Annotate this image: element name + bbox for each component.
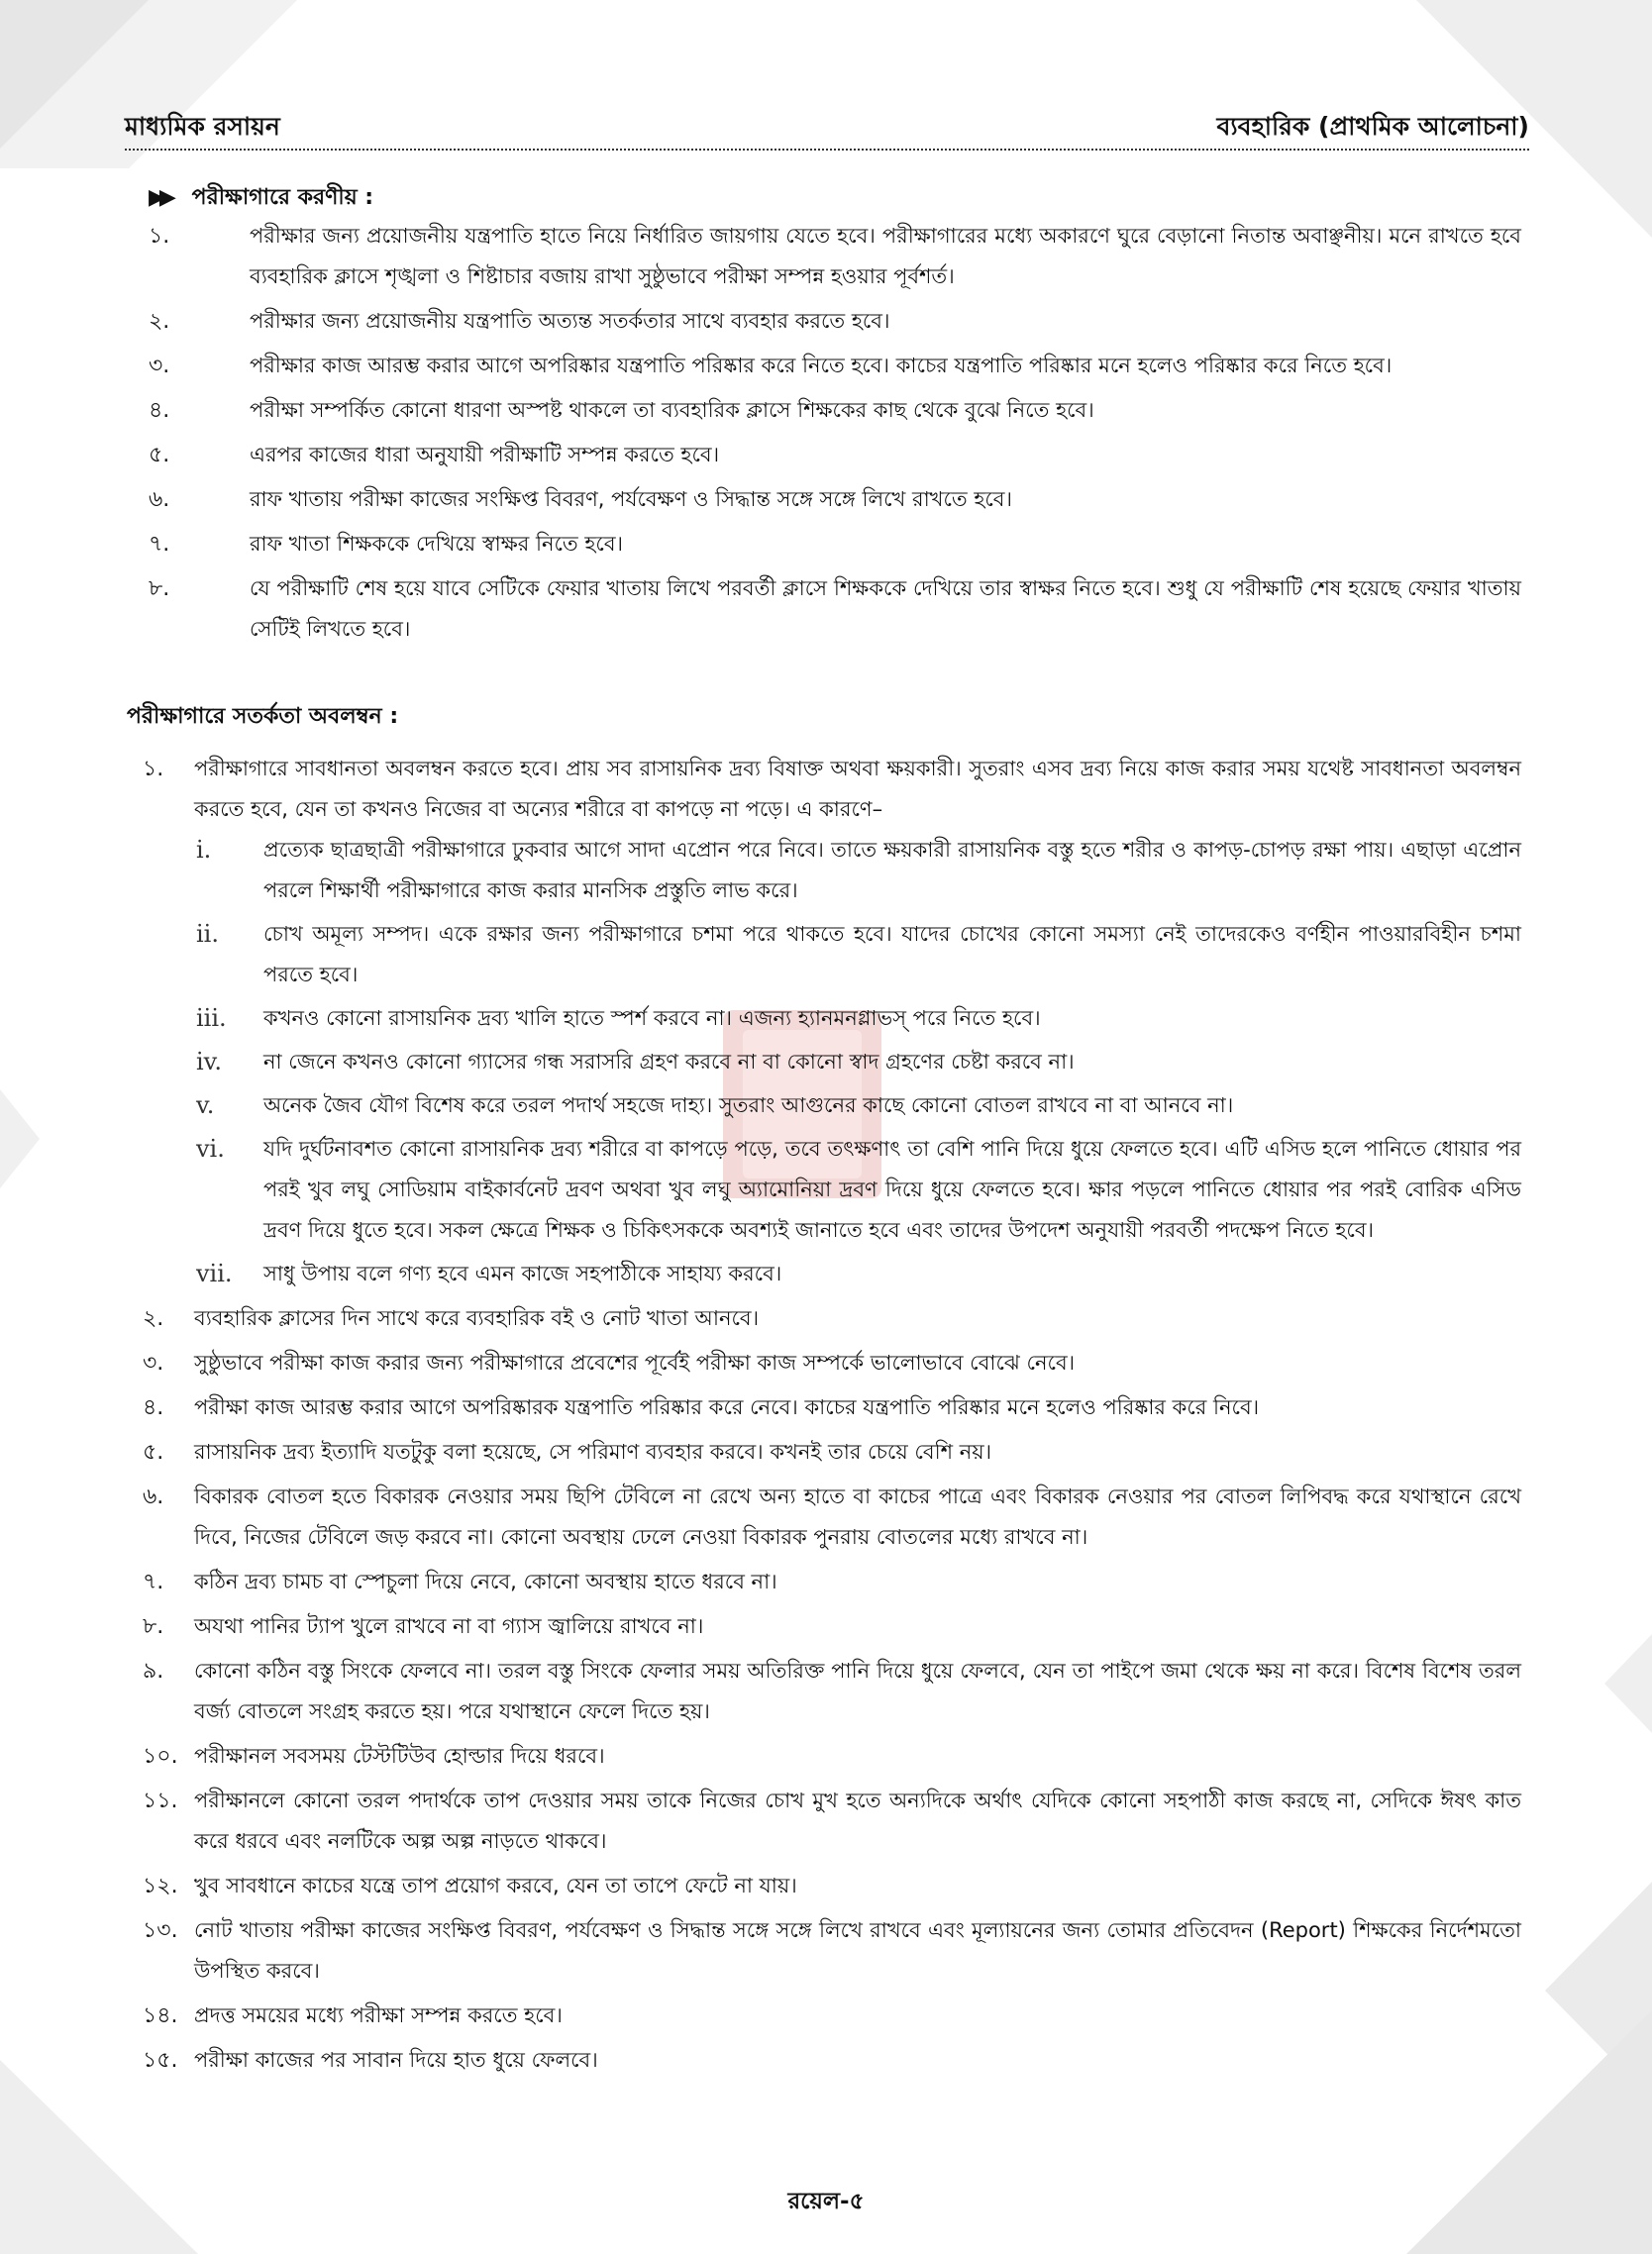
list-item xyxy=(127,1866,1521,1906)
list-item xyxy=(127,1432,1521,1473)
item-text: যে পরীক্ষাটি শেষ হয়ে যাবে সেটিকে ফেয়ার খাতায় লিখে পরবর্তী ক্লাসে শিক্ষককে দেখিয়ে তার স্বাক্ষর নিতে হবে। শুধু যে পরীক্ষাটি শেষ হয়েছে ফেয়ার খাতায় সেটিই লিখতে হবে। xyxy=(250,576,1521,641)
item-text: রাফ খাতা শিক্ষককে দেখিয়ে স্বাক্ষর নিতে হবে। xyxy=(250,532,624,556)
item-text: পরীক্ষা সম্পর্কিত কোনো ধারণা অস্পষ্ট থাকলে তা ব্যবহারিক ক্লাসে শিক্ষকের কাছ থেকে বুঝে নিতে হবে। xyxy=(250,398,1094,422)
sub-list-item xyxy=(127,1085,1521,1126)
sub-item-text: না জেনে কখনও কোনো গ্যাসের গন্ধ সরাসরি গ্রহণ করবে না বা কোনো স্বাদ গ্রহণের চেষ্টা করবে না। xyxy=(263,1050,1075,1074)
list-item xyxy=(127,1736,1521,1777)
item-text: নোট খাতায় পরীক্ষা কাজের সংক্ষিপ্ত বিবরণ, পর্যবেক্ষণ ও সিদ্ধান্ত সঙ্গে সঙ্গে লিখে রাখবে এবং মূল্যায়নের জন্য তোমার প্রতিবেদন (Report) শিক্ষকের নির্দেশমতো উপস্থিত করবে। xyxy=(194,1918,1521,1983)
item-text: বিকারক বোতল হতে বিকারক নেওয়ার সময় ছিপি টেবিলে না রেখে অন্য হাতে বা কাচের পাত্রে এবং বিকারক নেওয়ার পর বোতল লিপিবদ্ধ করে যথাস্থানে রেখে দিবে, নিজের টেবিলে জড় করবে না। কোনো অবস্থায় ঢেলে নেওয়া বিকারক পুনরায় বোতলের মধ্যে রাখবে না। xyxy=(194,1485,1521,1549)
sub-item-text: কখনও কোনো রাসায়নিক দ্রব্য খালি হাতে স্পর্শ করবে না। এজন্য হ্যানমনগ্লাভস্ পরে নিতে হবে। xyxy=(263,1006,1041,1030)
list-item xyxy=(127,1343,1521,1383)
item-text: পরীক্ষার জন্য প্রয়োজনীয় যন্ত্রপাতি হাতে নিয়ে নির্ধারিত জায়গায় যেতে হবে। পরীক্ষাগারের মধ্যে অকারণে ঘুরে বেড়ানো নিতান্ত অবাঞ্ছনীয়। মনে রাখতে হবে ব্যবহারিক ক্লাসে শৃঙ্খলা ও শিষ্টাচার বজায় রাখা সুষ্ঠুভাবে পরীক্ষা সম্পন্ন হওয়ার পূর্বশর্ত। xyxy=(250,224,1521,288)
section1-heading xyxy=(149,180,373,217)
item-text: প্রদত্ত সময়ের মধ্যে পরীক্ষা সম্পন্ন করতে হবে। xyxy=(194,2003,563,2027)
list-item xyxy=(127,1562,1521,1602)
item-number: ১. xyxy=(149,224,170,249)
item-number: ৭. xyxy=(143,1570,164,1594)
sub-list-item xyxy=(127,1254,1521,1294)
item-number: ১৫. xyxy=(143,2048,178,2073)
item-text: পরীক্ষা কাজ আরম্ভ করার আগে অপরিষ্কারক যন্ত্রপাতি পরিষ্কার করে নেবে। কাচের যন্ত্রপাতি পরিষ্কার মনে হলেও পরিষ্কার করে নিবে। xyxy=(194,1395,1260,1419)
list-item xyxy=(127,1996,1521,2036)
list-item xyxy=(127,1477,1521,1558)
roman-number: iv. xyxy=(196,1048,223,1076)
item-text: কোনো কঠিন বস্তু সিংকে ফেলবে না। তরল বস্তু সিংকে ফেলার সময় অতিরিক্ত পানি দিয়ে ধুয়ে ফেলবে, যেন তা পাইপে জমা থেকে ক্ষয় না করে। বিশেষ বিশেষ তরল বর্জ্য বোতলে সংগ্রহ করতে হয়। পরে যথাস্থানে ফেলে দিতে হয়। xyxy=(194,1659,1521,1723)
roman-number: ii. xyxy=(196,920,219,948)
list-item xyxy=(149,301,1521,342)
item-text: খুব সাবধানে কাচের যন্ত্রে তাপ প্রয়োগ করবে, যেন তা তাপে ফেটে না যায়। xyxy=(194,1874,797,1897)
roman-number: vi. xyxy=(196,1135,225,1163)
item-number: ১৩. xyxy=(143,1918,178,1943)
sub-item-text: প্রত্যেক ছাত্রছাত্রী পরীক্ষাগারে ঢুকবার আগে সাদা এপ্রোন পরে নিবে। তাতে ক্ষয়কারী রাসায়নিক বস্তু হতে শরীর ও কাপড়-চোপড় রক্ষা পায়। এছাড়া এপ্রোন পরলে শিক্ষার্থী পরীক্ষাগারে কাজ করার মানসিক প্রস্তুতি লাভ করে। xyxy=(263,838,1521,902)
item-number: ১. xyxy=(143,757,164,781)
item-number: ৩. xyxy=(149,354,170,378)
roman-number: v. xyxy=(196,1091,215,1119)
item-number: ৭. xyxy=(149,532,170,557)
sub-item-text: সাধু উপায় বলে গণ্য হবে এমন কাজে সহপাঠীকে সাহায্য করবে। xyxy=(263,1262,782,1285)
item-text: পরীক্ষানল সবসময় টেস্টটিউব হোল্ডার দিয়ে ধরবে। xyxy=(194,1744,605,1768)
list-item xyxy=(127,1606,1521,1647)
list-item xyxy=(127,1387,1521,1428)
list-item xyxy=(149,568,1521,650)
sub-list-item xyxy=(127,998,1521,1039)
item-number: ২. xyxy=(149,309,170,334)
item-text: রাফ খাতায় পরীক্ষা কাজের সংক্ষিপ্ত বিবরণ, পর্যবেক্ষণ ও সিদ্ধান্ত সঙ্গে সঙ্গে লিখে রাখতে হবে। xyxy=(250,487,1012,511)
item-number: ৮. xyxy=(143,1614,164,1639)
list-item xyxy=(149,479,1521,520)
item-number: ৩. xyxy=(143,1351,164,1376)
sub-item-text: যদি দুর্ঘটনাবশত কোনো রাসায়নিক দ্রব্য শরীরে বা কাপড়ে পড়ে, তবে তৎক্ষণাৎ তা বেশি পানি দিয়ে ধুয়ে ফেলতে হবে। এটি এসিড হলে পানিতে ধোয়ার পর পরই খুব লঘু সোডিয়াম বাইকার্বনেট দ্রবণ অথবা খুব লঘু অ্যামোনিয়া দ্রবণ দিয়ে ধুয়ে ফেলতে হবে। ক্ষার পড়লে পানিতে ধোয়ার পর পরই বোরিক এসিড দ্রবণ দিয়ে ধুতে হবে। সকল ক্ষেত্রে শিক্ষক ও চিকিৎসককে অবশ্যই জানাতে হবে এবং তাদের উপদেশ অনুযায়ী পরবর্তী পদক্ষেপ নিতে হবে। xyxy=(263,1137,1521,1242)
sub-item-text: চোখ অমূল্য সম্পদ। একে রক্ষার জন্য পরীক্ষাগারে চশমা পরে থাকতে হবে। যাদের চোখের কোনো সমস্যা নেই তাদেরকেও বর্ণহীন পাওয়ারবিহীন চশমা পরতে হবে। xyxy=(263,922,1521,986)
sub-list-item xyxy=(127,1042,1521,1082)
item-text: অযথা পানির ট্যাপ খুলে রাখবে না বা গ্যাস জ্বালিয়ে রাখবে না। xyxy=(194,1614,704,1638)
chapter-title: ব্যবহারিক (প্রাথমিক আলোচনা) xyxy=(1216,112,1529,141)
item-number: ১২. xyxy=(143,1874,178,1898)
item-number: ১০. xyxy=(143,1744,178,1769)
item-number: ৯. xyxy=(143,1659,164,1684)
section2-title: পরীক্ষাগারে সতর্কতা অবলম্বন : xyxy=(127,704,399,729)
roman-number: iii. xyxy=(196,1004,227,1032)
book-title: মাধ্যমিক রসায়ন xyxy=(125,112,280,141)
list-item xyxy=(127,1910,1521,1992)
item-text: পরীক্ষার জন্য প্রয়োজনীয় যন্ত্রপাতি অত্যন্ত সতর্কতার সাথে ব্যবহার করতে হবে। xyxy=(250,309,890,333)
list-item xyxy=(149,346,1521,386)
list-item xyxy=(149,435,1521,475)
list-item xyxy=(127,2040,1521,2081)
list-item xyxy=(149,216,1521,297)
item-text: পরীক্ষা কাজের পর সাবান দিয়ে হাত ধুয়ে ফেলবে। xyxy=(194,2048,598,2072)
sub-list-item xyxy=(127,1129,1521,1251)
item-number: ১১. xyxy=(143,1789,178,1813)
page-header xyxy=(125,103,1529,151)
section1-title: পরীক্ষাগারে করণীয় : xyxy=(191,185,374,210)
item-number: ১৪. xyxy=(143,2003,178,2028)
list-item xyxy=(127,749,1521,1294)
roman-number: vii. xyxy=(196,1260,233,1287)
list-item xyxy=(149,524,1521,564)
item-number: ৮. xyxy=(149,576,170,601)
roman-number: i. xyxy=(196,836,212,864)
page-number: রয়েল-৫ xyxy=(787,2189,865,2214)
item-text: পরীক্ষানলে কোনো তরল পদার্থকে তাপ দেওয়ার সময় তাকে নিজের চোখ মুখ হতে অন্যদিকে অর্থাৎ যেদিকে কোনো সহপাঠী কাজ করছে না, সেদিকে ঈষৎ কাত করে ধরবে এবং নলটিকে অল্প অল্প নাড়তে থাকবে। xyxy=(194,1789,1521,1853)
item-number: ৫. xyxy=(143,1440,164,1465)
sub-item-text: অনেক জৈব যৌগ বিশেষ করে তরল পদার্থ সহজে দাহ্য। সুতরাং আগুনের কাছে কোনো বোতল রাখবে না বা আনবে না। xyxy=(263,1093,1234,1117)
list-item xyxy=(149,390,1521,431)
item-number: ৬. xyxy=(149,487,170,512)
section1-list xyxy=(149,216,1521,654)
double-arrow-icon: ▶▶ xyxy=(149,185,170,210)
item-number: ২. xyxy=(143,1306,164,1331)
sub-list-item xyxy=(127,830,1521,911)
item-text: এরপর কাজের ধারা অনুযায়ী পরীক্ষাটি সম্পন্ন করতে হবে। xyxy=(250,443,720,466)
list-item xyxy=(127,1651,1521,1732)
item-number: ৬. xyxy=(143,1485,164,1509)
item-text: রাসায়নিক দ্রব্য ইত্যাদি যতটুকু বলা হয়েছে, সে পরিমাণ ব্যবহার করবে। কখনই তার চেয়ে বেশি নয়। xyxy=(194,1440,992,1464)
section2-list xyxy=(127,749,1521,2085)
item-text: ব্যবহারিক ক্লাসের দিন সাথে করে ব্যবহারিক বই ও নোট খাতা আনবে। xyxy=(194,1306,760,1330)
list-item xyxy=(127,1298,1521,1339)
item-text: সুষ্ঠুভাবে পরীক্ষা কাজ করার জন্য পরীক্ষাগারে প্রবেশের পূর্বেই পরীক্ষা কাজ সম্পর্কে ভালোভাবে বোঝে নেবে। xyxy=(194,1351,1076,1375)
sub-list-item xyxy=(127,914,1521,995)
item-text: পরীক্ষাগারে সাবধানতা অবলম্বন করতে হবে। প্রায় সব রাসায়নিক দ্রব্য বিষাক্ত অথবা ক্ষয়কারী। সুতরাং এসব দ্রব্য নিয়ে কাজ করার সময় যথেষ্ট সাবধানতা অবলম্বন করতে হবে, যেন তা কখনও নিজের বা অন্যের শরীরে বা কাপড়ে না পড়ে। এ কারণে– xyxy=(194,757,1521,821)
list-item xyxy=(127,1781,1521,1862)
item-text: কঠিন দ্রব্য চামচ বা স্পেচুলা দিয়ে নেবে, কোনো অবস্থায় হাতে ধরবে না। xyxy=(194,1570,777,1593)
item-number: ৫. xyxy=(149,443,170,467)
sub-list xyxy=(127,830,1521,1294)
item-number: ৪. xyxy=(143,1395,164,1420)
item-number: ৪. xyxy=(149,398,170,423)
item-text: পরীক্ষার কাজ আরম্ভ করার আগে অপরিষ্কার যন্ত্রপাতি পরিষ্কার করে নিতে হবে। কাচের যন্ত্রপাতি পরিষ্কার মনে হলেও পরিষ্কার করে নিতে হবে। xyxy=(250,354,1393,377)
